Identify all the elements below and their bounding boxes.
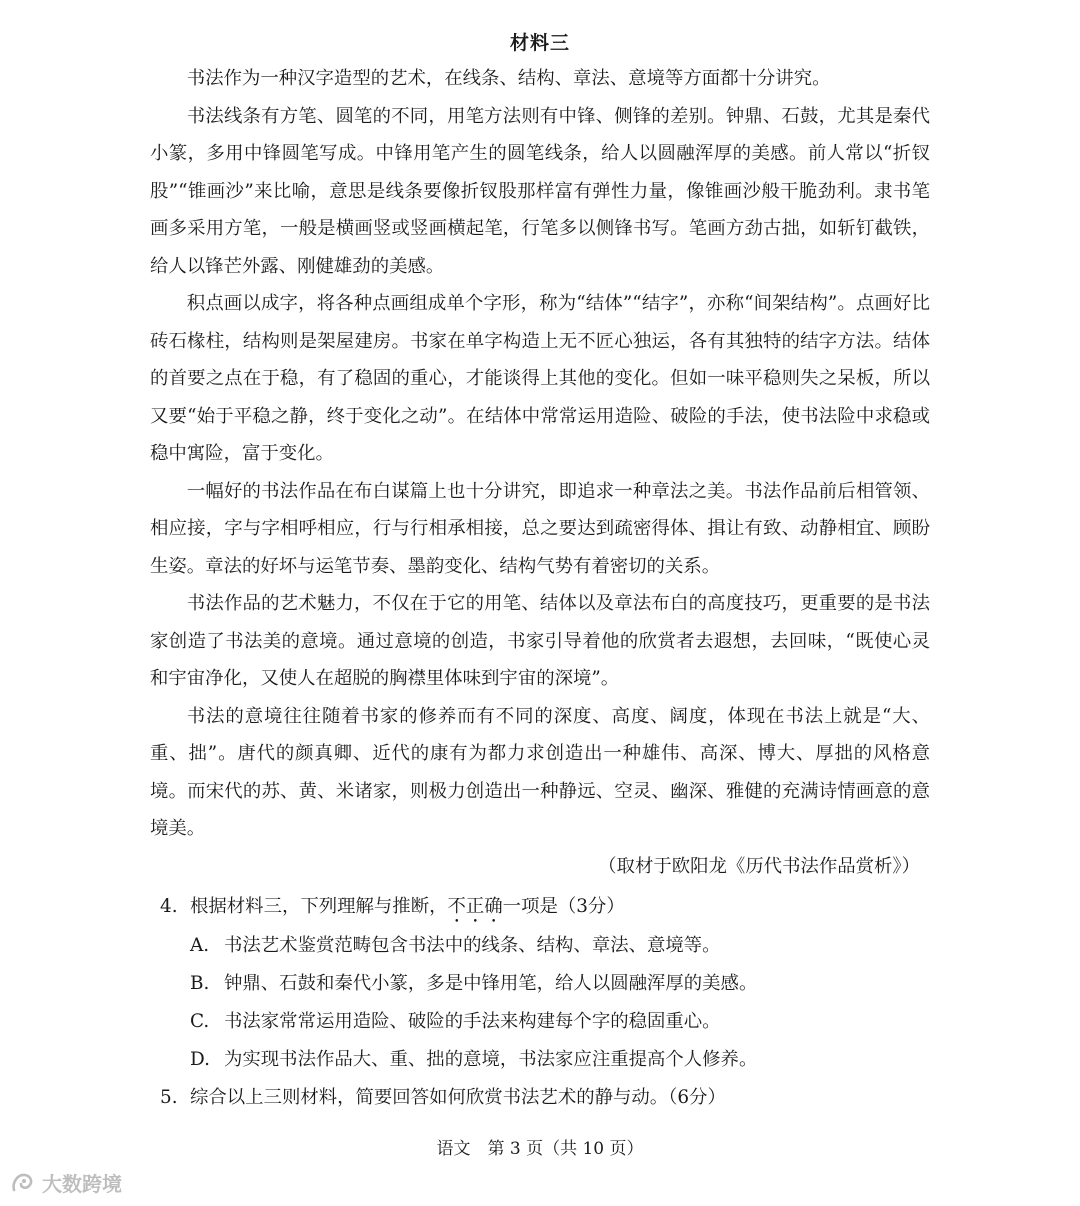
option-b-letter: B. xyxy=(190,973,210,994)
paragraph-5: 书法作品的艺术魅力，不仅在于它的用笔、结体以及章法布白的高度技巧，更重要的是书法家创造了书法美的意境。通过意境的创造，书家引导着他的欣赏者去遐想，去回味，“既使心灵和宇宙净化，又使人在超脱的胸襟里体味到宇宙的深境”。 xyxy=(150,593,930,689)
paragraph-2: 书法线条有方笔、圆笔的不同，用笔方法则有中锋、侧锋的差别。钟鼎、石鼓，尤其是秦代小篆，多用中锋圆笔写成。中锋用笔产生的圆笔线条，给人以圆融浑厚的美感。前人常以“折钗股”“锥画沙”来比喻，意思是线条要像折钗股那样富有弹性力量，像锥画沙般干脆劲利。隶书笔画多采用方笔，一般是横画竖或竖画横起笔，行笔多以侧锋书写。笔画方劲古拙，如斩钉截铁，给人以锋芒外露、刚健雄劲的美感。 xyxy=(150,105,930,277)
option-d-letter: D. xyxy=(190,1049,210,1070)
option-c-text: 书法家常常运用造险、破险的手法来构建每个字的稳固重心。 xyxy=(224,1011,721,1032)
question-4-emphasis: 不正确 xyxy=(447,896,503,917)
question-5-stem xyxy=(160,1079,940,1117)
question-4-stem xyxy=(160,888,940,927)
paragraph-1: 书法作为一种汉字造型的艺术，在线条、结构、章法、意境等方面都十分讲究。 xyxy=(186,68,831,89)
watermark-text: 大数跨境 xyxy=(42,1172,122,1196)
source-citation: （取材于欧阳龙《历代书法作品赏析》） xyxy=(598,855,920,877)
option-c-letter: C. xyxy=(190,1011,210,1032)
option-a xyxy=(160,927,940,965)
option-b-text: 钟鼎、石鼓和秦代小篆，多是中锋用笔，给人以圆融浑厚的美感。 xyxy=(224,973,758,994)
page-footer: 语文 第 3 页（共 10 页） xyxy=(436,1139,644,1159)
paragraph-3: 积点画以成字，将各种点画组成单个字形，称为“结体”“结字”，亦称“间架结构”。点画好比砖石椽柱，结构则是架屋建房。书家在单字构造上无不匠心独运，各有其独特的结字方法。结体的首要之点在于稳，有了稳固的重心，才能谈得上其他的变化。但如一味平稳则失之呆板，所以又要“始于平稳之静，终于变化之动”。在结体中常常运用造险、破险的手法，使书法险中求稳或稳中寓险，富于变化。 xyxy=(150,293,930,464)
option-b xyxy=(160,965,940,1003)
watermark xyxy=(10,1168,122,1197)
paragraph-4: 一幅好的书法作品在布白谋篇上也十分讲究，即追求一种章法之美。书法作品前后相管领、相应接，字与字相呼相应，行与行相承相接，总之要达到疏密得体、揖让有致、动静相宜、顾盼生姿。章法的好坏与运笔节奏、墨韵变化、结构气势有着密切的关系。 xyxy=(150,480,930,577)
material-title: 材料三 xyxy=(509,32,570,54)
paragraph-6: 书法的意境往往随着书家的修养而有不同的深度、高度、阔度，体现在书法上就是“大、重、拙”。唐代的颜真卿、近代的康有为都力求创造出一种雄伟、高深、博大、厚拙的风格意境。而宋代的苏、黄、米诸家，则极力创造出一种静远、空灵、幽深、雅健的充满诗情画意的意境美。 xyxy=(150,705,930,839)
option-d xyxy=(160,1041,940,1079)
option-c xyxy=(160,1003,940,1041)
question-5-number: 5. xyxy=(160,1087,178,1108)
question-4-stem-before: 根据材料三，下列理解与推断， xyxy=(190,896,448,917)
option-d-text: 为实现书法作品大、重、拙的意境，书法家应注重提高个人修养。 xyxy=(224,1049,758,1070)
question-4-number: 4. xyxy=(160,896,178,917)
option-a-text: 书法艺术鉴赏范畴包含书法中的线条、结构、章法、意境等。 xyxy=(224,935,721,956)
brand-logo-icon xyxy=(10,1170,36,1196)
question-4-stem-after: 一项是（3分） xyxy=(502,896,625,917)
option-a-letter: A. xyxy=(190,935,210,956)
questions-section xyxy=(160,888,940,1117)
question-5-text: 综合以上三则材料，简要回答如何欣赏书法艺术的静与动。（6分） xyxy=(190,1087,726,1108)
material-body xyxy=(150,60,930,885)
